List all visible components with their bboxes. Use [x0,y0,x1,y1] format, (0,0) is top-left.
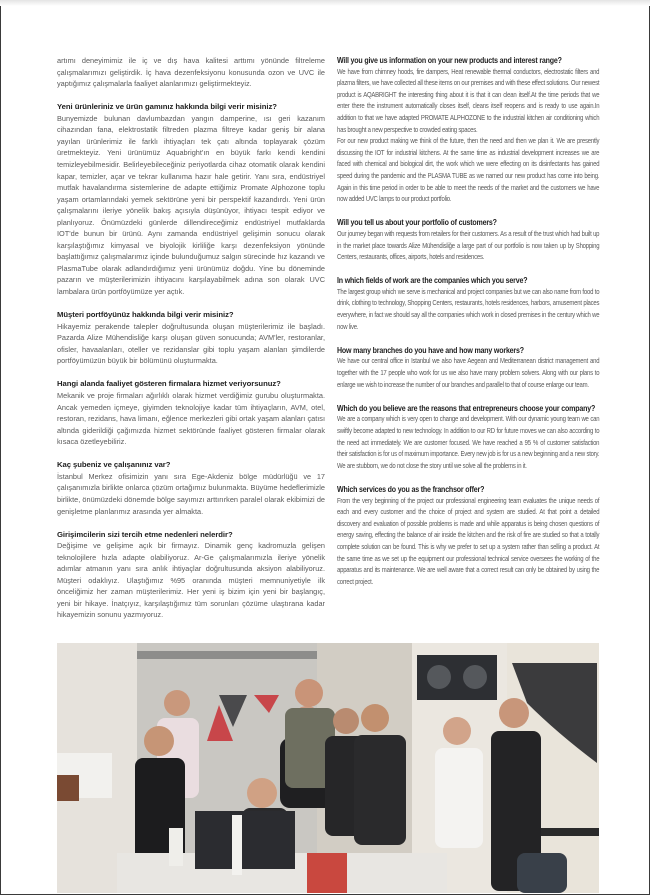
question-heading: Will you tell us about your portfolio of customers? [337,218,497,228]
intro-text: artımı deneyimimiz ile iç ve dış hava kalitesi arttımı yönünde filtreleme çalışmalarımızı geliştirdik. İç hava dezenfeksiyonu konusunda ozon ve UVC ile yaptığımız çalışmalarla faaliyet alanlarımızı geliştirmekteyiz. [57,56,325,89]
qa-section [57,459,325,517]
answer-text: For our new product making we think of the future, then the need and then we plan it. We are presently discussing the IOT for industrial kitchens. At the same time as industrial development increases we are faced with chemical and biological dirt, the work which we were effecting on its disinfectants has gained speed during the pandemic and the PLASMA TUBE as we named our new product has come into being. Again in this time period in order to be able to meet the needs of the market and the customers we have now added UVC lamps to our product portfolio. [337,138,600,204]
qa-section [337,217,599,263]
water-bottle [169,828,183,866]
answer-text: İstanbul Merkez ofisimizin yanı sıra Ege-Akdeniz bölge müdürlüğü ve 17 çalışanımızla birlikte onlarca çözüm ortağımız bulunmakta. Büyüme hedeflerimizle birlikte, önümüzdeki dönemde bölge sayımızı arttırırken paralel olarak ekibimizi de genişletme planlarımız arasında yer almakta. [57,471,325,516]
question-heading: Yeni ürünleriniz ve ürün gamınız hakkında bilgi verir misiniz? [57,102,277,112]
question-heading: How many branches do you have and how many workers? [337,345,524,355]
desk-items [307,853,347,893]
qa-section [57,309,325,367]
answer-text: Değişime ve gelişime açık bir firmayız. Dinamik genç kadromuzla gelişen teknolojilere hızla adapte olabiliyoruz. Ar-Ge çalışmalarımızla ileriye yönelik adımlar atmanın yanı sıra anlık ihtiyaçlar doğrultusunda aksiyon alabiliyoruz. Müşteri odaklıyız. Ulaştığımız %95 oranında müşteri memnuniyetiyle ilk önceliğimiz her zaman müşterilerimiz. Her yeni iş bizim için yeni bir başlangıç, yeni bir hikaye. İnatçıyız, karşılaştığımız tüm sorunları çözüme ulaştırana kadar hikayemizin sonunu yazmıyoruz. [57,541,325,620]
office-chair [517,853,567,893]
answer-text: We have our central office in Istanbul we also have Aegean and Mediterranean district management and together with the 17 people who work for us we also have many problem solvers. Along with our plans to enlarge we wish to increase the number of our branches and parallel to that of course enlarge our team. [337,358,600,389]
qa-section [337,403,599,473]
fan-icon [427,665,451,689]
question-heading: Will you give us information on your new products and interest range? [337,56,562,65]
paper-roll [232,815,242,875]
monitor [195,811,295,869]
right-column-english [337,55,599,600]
question-heading: Hangi alanda faaliyet gösteren firmalara hizmet veriyorsunuz? [57,379,281,389]
answer-text: We have from chimney hoods, fire dampers, Heat renewable thermal conductors, electrostatic filters and plazma filters, we have collected all these items on our premises and with these effect solutions. Our newest product is AQABRIGHT the interesting thing about it is that it can clean itself.At the time periods that we enter there the instrument automatically closes itself, cleans itself reopens and is ready to use again.In addition to that we have adapted PROMATE ALPHOZONE to the industrial kitchen air conditioning which has brought a new perspective to crowded eating spaces. [337,68,600,134]
qa-section [57,529,325,621]
answer-text: Mekanik ve proje firmaları ağırlıklı olarak hizmet verdiğimiz gurubu oluşturmakta. Ancak yemeden içmeye, giyimden teknolojiye kadar tüm ihtiyaçların, AVM, otel, restoran, rezidans, hava limanı, eğlence merkezleri gibi ortak yaşam alanları çatısı altında giderildiği çağımızda hizmet sektöründe faaliyet gösteren firmalar olarak kısaca özetleyebiliriz. [57,391,325,447]
fan-icon [463,665,487,689]
answer-text: Bunyemizde bulunan davlumbazdan yangın damperine, ısı geri kazanım cihazından fana, elektrostatik filtreden plazma filtreye kadar geniş bir alana yayılan ürünlerimiz ile farklı ihtiyaçları tek çatı altında toplayarak çözüm üretmekteyiz. Yeni ürünümüz Aquabright'ın en büyük farkı kendi kendini temizleyebilmesidir. Belirleyebileceğiniz periyotlarda cihaz otomatik olarak kendini kapar, temizler, açar ve tekrar kullanıma hazır hale getirir. Yanı sıra, endüstriyel mutfak havalandırma sistemlerine de adapte ettiğimiz Promate Alphozone toplu yaşam ortamlarındaki yemek sektörüne yeni bir perspektif kazandırdı. Yeni ürün çalışmalarını ileriye yönelik bakış açısıyla düşünüyor, ihtiyacı tespit ediyor ve planlıyoruz. Önümüzdeki günlerde dillendireceğimiz endüstriyel mutfaklarda IOT'de bunun bir ürünü. Aynı zamanda endüstriyel gelişimin sonucu olarak karşılaştığımız kimyasal ve biyolojik kirliliğe karşı dezenfeksiyon yönünde başlattığımız çalışmalarımız içinde bulunduğumuz salgın sürecinde hız kazandı ve PlasmaTube olarak adlandırdığımız yeni ürünümüz doğdu. Yine bu döneminde pazarın ve müşterilerimizin ihtiyacını karşılayabilmek adına son olarak UVC lambalara ürün portföyümüze yer açtık. [57,113,325,296]
answer-text: Hikayemiz perakende talepler doğrultusunda oluşan müşterilerimiz ile başladı. Pazarda Alize Mühendisliğe karşı oluşan güven sonucunda; AVM'ler, restoranlar, ofisler, havaalanları, oteller ve rezidanslar gibi toplu yaşam alanları şimdilerde portföyümüzün büyük bir bölümünü oluşturmakta. [57,321,325,366]
qa-section [337,345,599,391]
intro-paragraph [57,55,325,90]
qa-section [337,484,599,588]
answer-text: We are a company which is very open to change and development. With our dynamic young team we can swiftly become adapted to new technology. In addition to our RD for future moves we can also according to the need act immediately. We are customer focused. We have reached a 95 % of customer satisfaction their satisfaction is for us of maximum importance. Every new job is for us a new beginning and a new story. We are stubborn, we do not close the story until we solve all the problems in it. [337,416,600,470]
answer-text: The largest group which we serve is mechanical and project companies but we can also name from food to drink, clothing to technology, Shopping Centers, restaurants, hotels residences, harbors, amusement places everywhere, in fact we should say all the companies which work in closed premises in the century which we now live. [337,288,600,331]
question-heading: Girişimcilerin sizi tercih etme nedenleri nelerdir? [57,529,233,539]
qa-section [57,101,325,297]
qa-section [57,378,325,447]
question-heading: In which fields of work are the companies which you serve? [337,276,528,286]
answer-text: From the very beginning of the project our professional engineering team evaluates the unique needs of each and every customer and the choice of project and system are studied. At that point a detailed discovery and evaluation of possible problems is made and while apparatus is being chosen questions of energy saving, effecting the balance of air inside the kitchen and the risk of fire are studied so that a totally complete solution can be found. This is why we prefer to set up a system rather than selling a product. At the same time as we set up the equipment our professional technical service oversees the working of the apparatus and its maintenance. We are well aware that a correct result can only be obtained by using the correct project. [337,497,600,586]
question-heading: Which services do you as the franchsor offer? [337,484,485,494]
left-column-turkish [57,55,325,633]
team-photo-illustration [57,643,599,893]
question-heading: Müşteri portföyünüz hakkında bilgi verir misiniz? [57,310,234,320]
partition-frame [137,651,317,659]
handbag [57,775,79,801]
qa-section [337,275,599,333]
answer-text: Our journey began with requests from retailers for their customers. As a result of the trust which had built up in the market place towards Alize Mühendisliğe a large part of our portfolio is now taken up by Shopping Centers, restaurants, offices, airports, hotels and residences. [337,230,600,262]
qa-section [337,55,599,206]
question-heading: Kaç şubeniz ve çalışanınız var? [57,460,171,470]
team-photo [57,643,599,893]
question-heading: Which do you believe are the reasons that entrepreneurs choose your company? [337,403,596,413]
top-shadow [0,0,650,6]
